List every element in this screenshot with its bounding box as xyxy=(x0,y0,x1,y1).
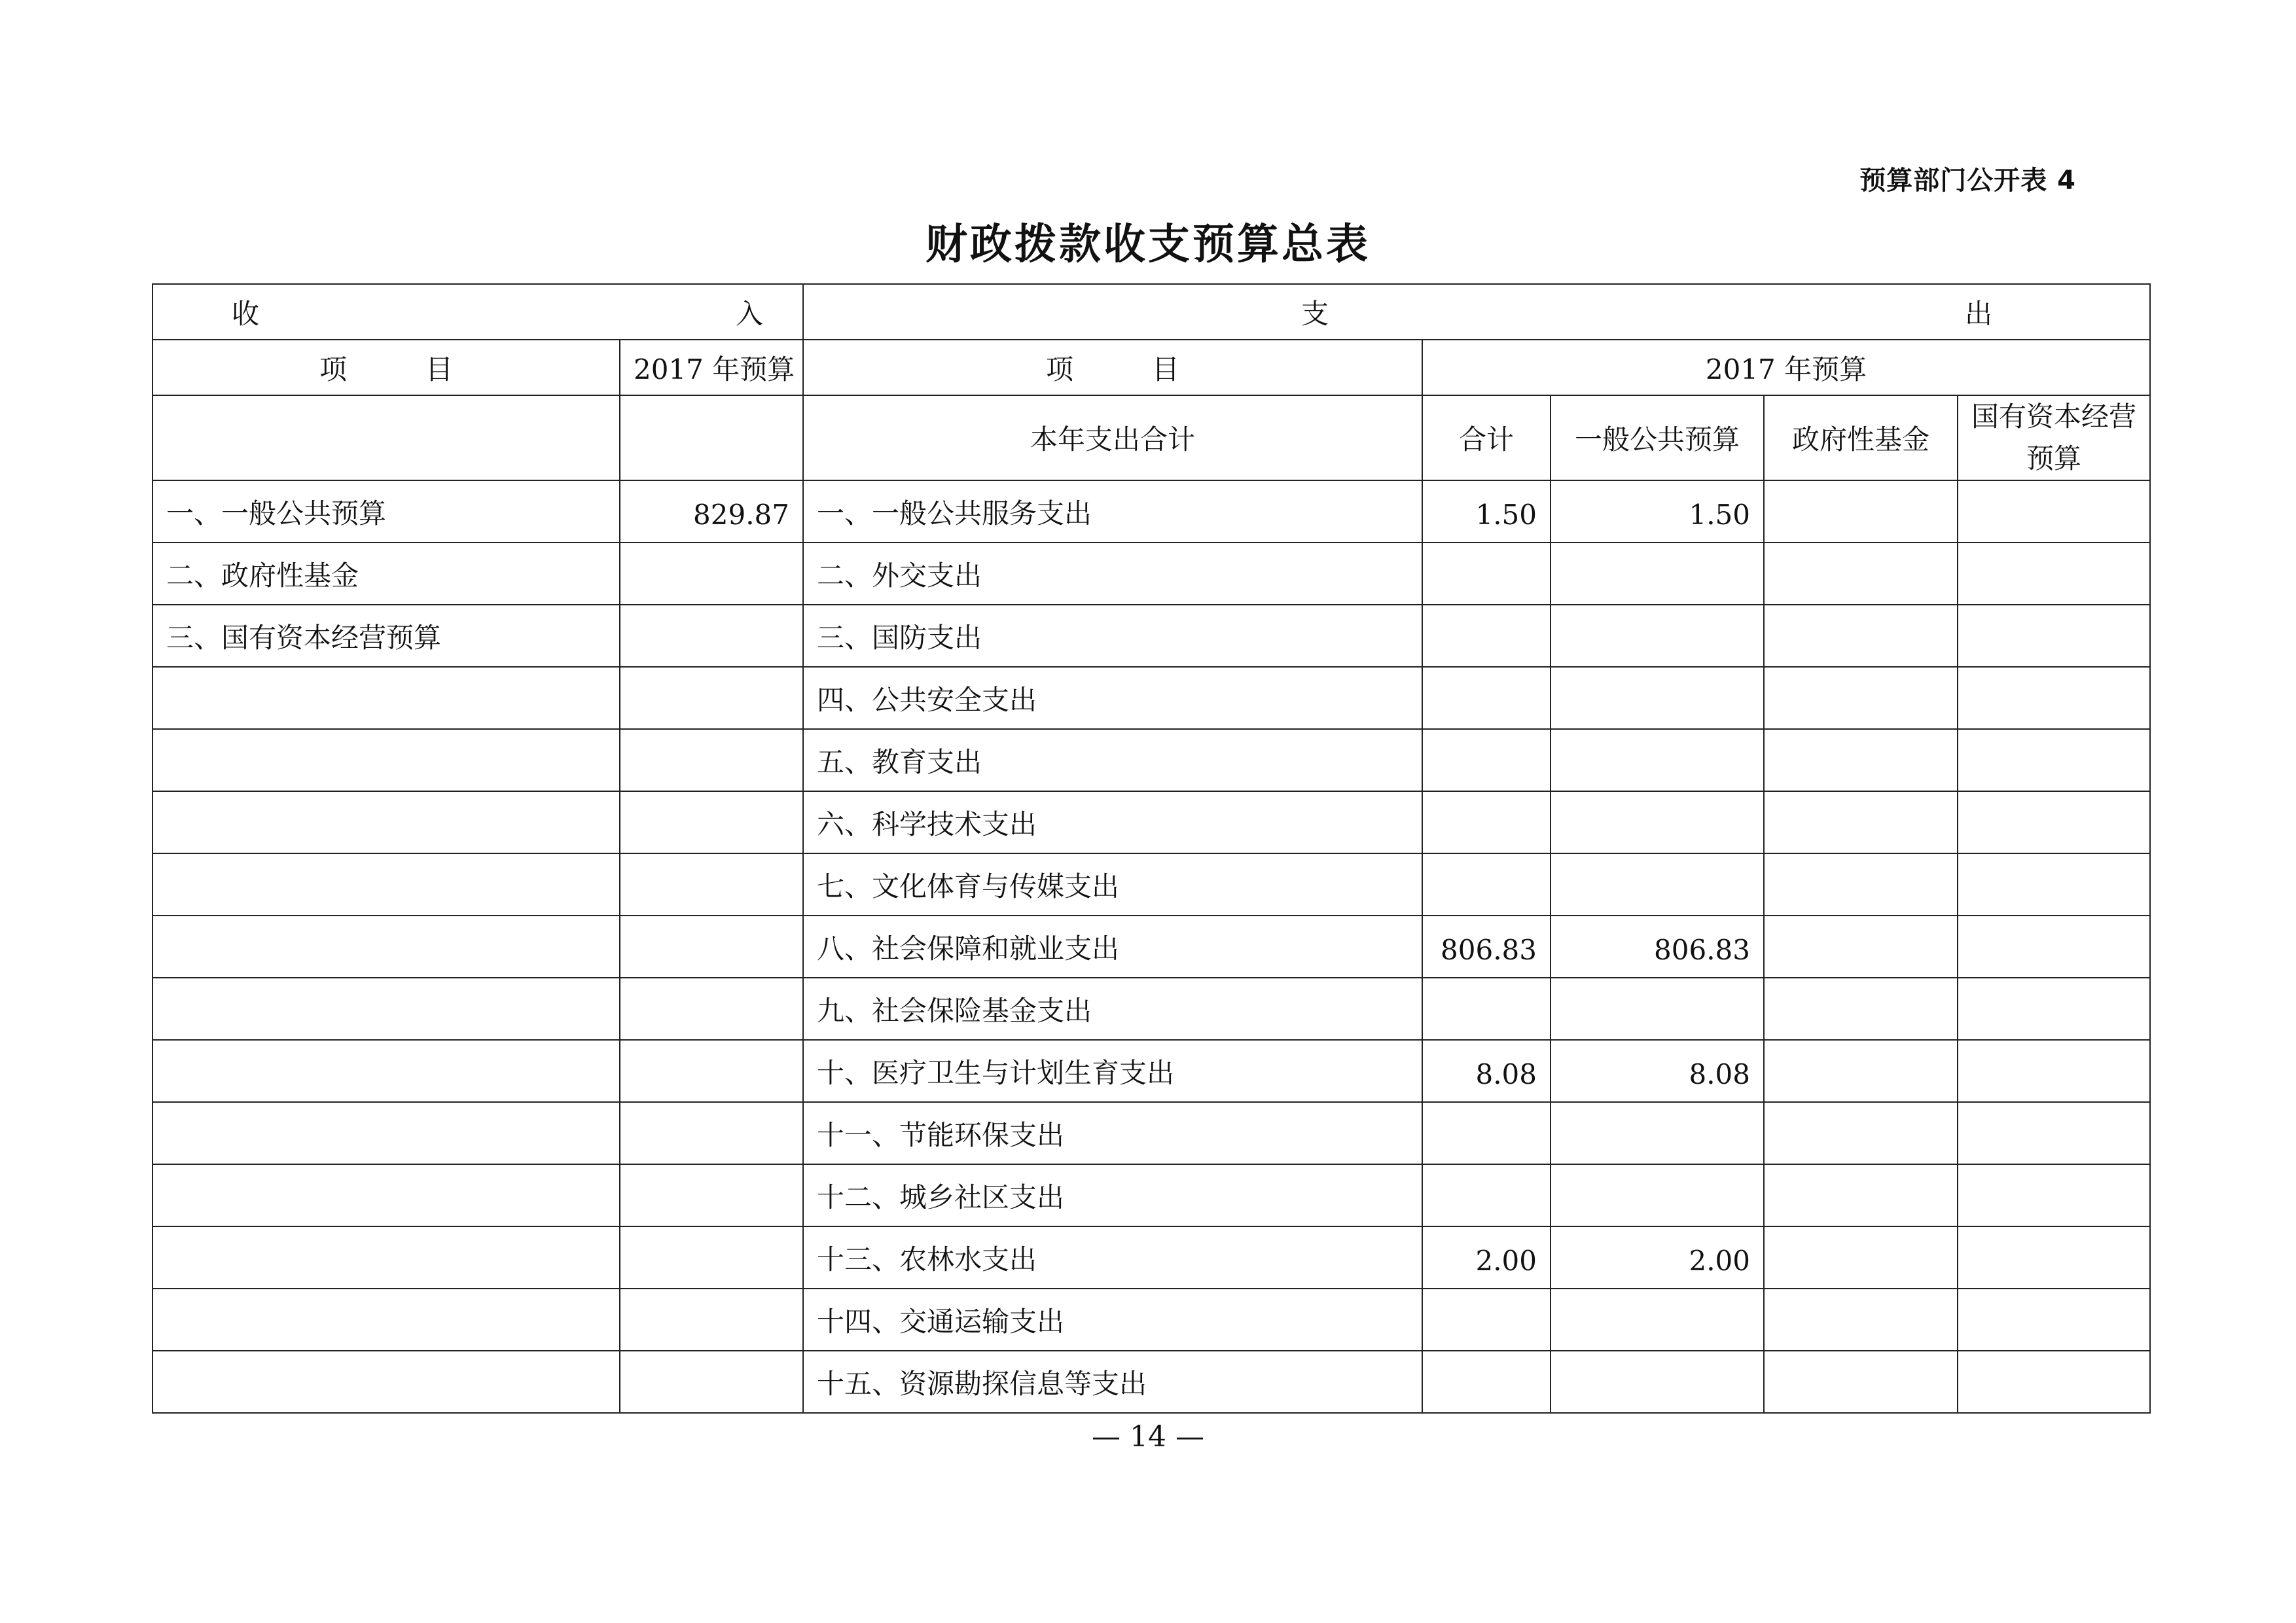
government-fund-column-header: 政府性基金 xyxy=(1764,395,1958,480)
expense-item-cell: 一、一般公共服务支出 xyxy=(803,480,1422,543)
state-capital-cell xyxy=(1958,605,2150,667)
income-amount-cell xyxy=(620,543,803,605)
total-cell xyxy=(1422,1351,1551,1413)
total-column-header: 合计 xyxy=(1422,395,1551,480)
table-row xyxy=(152,667,2150,729)
header-row-subcolumns xyxy=(152,395,2150,480)
income-item-cell xyxy=(152,1289,620,1351)
state-capital-cell xyxy=(1958,1351,2150,1413)
income-item-cell: 一、一般公共预算 xyxy=(152,480,620,543)
expense-header-char-2: 出 xyxy=(1965,297,1993,330)
total-cell xyxy=(1422,853,1551,916)
expense-item-cell: 十二、城乡社区支出 xyxy=(803,1164,1422,1226)
general-budget-cell: 2.00 xyxy=(1551,1226,1764,1289)
table-row xyxy=(152,729,2150,791)
income-amount-cell xyxy=(620,978,803,1040)
income-item-cell xyxy=(152,1351,620,1413)
government-fund-cell xyxy=(1764,1226,1958,1289)
state-capital-column-header: 国有资本经营预算 xyxy=(1958,395,2150,480)
income-item-cell xyxy=(152,916,620,978)
expense-header-char-1: 支 xyxy=(1301,297,1329,330)
expense-item-cell: 十、医疗卫生与计划生育支出 xyxy=(803,1040,1422,1102)
expense-item-cell: 八、社会保障和就业支出 xyxy=(803,916,1422,978)
government-fund-cell xyxy=(1764,1164,1958,1226)
general-budget-cell xyxy=(1551,1164,1764,1226)
general-budget-cell xyxy=(1551,667,1764,729)
income-amount-cell xyxy=(620,791,803,853)
table-row xyxy=(152,480,2150,543)
general-budget-column-header: 一般公共预算 xyxy=(1551,395,1764,480)
expense-item-cell: 六、科学技术支出 xyxy=(803,791,1422,853)
government-fund-cell xyxy=(1764,1040,1958,1102)
income-item-cell xyxy=(152,1040,620,1102)
general-budget-cell xyxy=(1551,791,1764,853)
table-row xyxy=(152,853,2150,916)
general-budget-cell xyxy=(1551,729,1764,791)
item-header-char-1: 项 xyxy=(319,353,347,385)
state-capital-cell xyxy=(1958,543,2150,605)
state-capital-cell xyxy=(1958,1040,2150,1102)
expense-item-header xyxy=(803,340,1422,395)
income-amount-cell xyxy=(620,605,803,667)
state-capital-cell xyxy=(1958,1102,2150,1164)
total-cell xyxy=(1422,1102,1551,1164)
expense-item-cell: 九、社会保险基金支出 xyxy=(803,978,1422,1040)
income-item-cell: 三、国有资本经营预算 xyxy=(152,605,620,667)
total-cell xyxy=(1422,978,1551,1040)
expense-item-cell: 十三、农林水支出 xyxy=(803,1226,1422,1289)
income-amount-cell xyxy=(620,1351,803,1413)
general-budget-cell xyxy=(1551,605,1764,667)
expense-section-header xyxy=(803,284,2150,340)
government-fund-cell xyxy=(1764,1351,1958,1413)
total-cell: 2.00 xyxy=(1422,1226,1551,1289)
table-row xyxy=(152,1351,2150,1413)
table-row xyxy=(152,1289,2150,1351)
total-cell xyxy=(1422,791,1551,853)
income-section-header xyxy=(152,284,803,340)
total-cell: 8.08 xyxy=(1422,1040,1551,1102)
state-capital-cell xyxy=(1958,853,2150,916)
income-amount-cell xyxy=(620,1164,803,1226)
general-budget-cell: 806.83 xyxy=(1551,916,1764,978)
income-amount-cell xyxy=(620,1040,803,1102)
state-capital-cell xyxy=(1958,916,2150,978)
government-fund-cell xyxy=(1764,853,1958,916)
income-item-cell xyxy=(152,1226,620,1289)
expense-item-cell: 十四、交通运输支出 xyxy=(803,1289,1422,1351)
state-capital-cell xyxy=(1958,1226,2150,1289)
general-budget-cell: 8.08 xyxy=(1551,1040,1764,1102)
government-fund-cell xyxy=(1764,916,1958,978)
income-item-cell xyxy=(152,729,620,791)
government-fund-cell xyxy=(1764,1289,1958,1351)
income-item-cell xyxy=(152,853,620,916)
expense-item-cell: 四、公共安全支出 xyxy=(803,667,1422,729)
table-row xyxy=(152,791,2150,853)
income-item-cell xyxy=(152,667,620,729)
general-budget-cell xyxy=(1551,978,1764,1040)
state-capital-cell xyxy=(1958,1164,2150,1226)
table-body xyxy=(152,480,2150,1413)
expense-item-cell: 七、文化体育与传媒支出 xyxy=(803,853,1422,916)
page-title: 财政拨款收支预算总表 xyxy=(925,221,1371,269)
state-capital-cell xyxy=(1958,667,2150,729)
expense-item-cell: 五、教育支出 xyxy=(803,729,1422,791)
expense-item-cell: 十一、节能环保支出 xyxy=(803,1102,1422,1164)
total-cell xyxy=(1422,1164,1551,1226)
expense-budget-header: 2017 年预算 xyxy=(1422,340,2150,395)
income-header-char-1: 收 xyxy=(232,297,260,330)
government-fund-cell xyxy=(1764,605,1958,667)
general-budget-cell xyxy=(1551,853,1764,916)
income-item-cell xyxy=(152,1102,620,1164)
income-amount-cell xyxy=(620,1226,803,1289)
government-fund-cell xyxy=(1764,978,1958,1040)
expense-item-cell: 三、国防支出 xyxy=(803,605,1422,667)
table-row xyxy=(152,1164,2150,1226)
state-capital-cell xyxy=(1958,480,2150,543)
total-cell xyxy=(1422,729,1551,791)
empty-cell xyxy=(620,395,803,480)
income-header-char-2: 入 xyxy=(735,297,763,330)
table-row xyxy=(152,543,2150,605)
total-cell xyxy=(1422,1289,1551,1351)
document-tag: 预算部门公开表 4 xyxy=(1859,166,2076,196)
total-cell xyxy=(1422,543,1551,605)
income-amount-cell xyxy=(620,729,803,791)
government-fund-cell xyxy=(1764,480,1958,543)
header-row-columns xyxy=(152,340,2150,395)
table-row xyxy=(152,1040,2150,1102)
income-amount-cell xyxy=(620,916,803,978)
table-row xyxy=(152,978,2150,1040)
income-amount-cell xyxy=(620,667,803,729)
item-header-char-2: 目 xyxy=(425,353,454,385)
total-cell xyxy=(1422,605,1551,667)
item-header-char-2: 目 xyxy=(1152,353,1180,385)
total-cell xyxy=(1422,667,1551,729)
general-budget-cell xyxy=(1551,1289,1764,1351)
government-fund-cell xyxy=(1764,667,1958,729)
income-budget-header: 2017 年预算 xyxy=(620,340,803,395)
expense-item-cell: 十五、资源勘探信息等支出 xyxy=(803,1351,1422,1413)
state-capital-cell xyxy=(1958,791,2150,853)
government-fund-cell xyxy=(1764,543,1958,605)
income-amount-cell xyxy=(620,1289,803,1351)
income-item-cell: 二、政府性基金 xyxy=(152,543,620,605)
state-capital-cell xyxy=(1958,1289,2150,1351)
table-row xyxy=(152,1226,2150,1289)
government-fund-cell xyxy=(1764,1102,1958,1164)
empty-cell xyxy=(152,395,620,480)
page-number: — 14 — xyxy=(1092,1420,1204,1454)
total-cell: 1.50 xyxy=(1422,480,1551,543)
table-row xyxy=(152,605,2150,667)
income-amount-cell: 829.87 xyxy=(620,480,803,543)
annual-total-header: 本年支出合计 xyxy=(803,395,1422,480)
income-item-header xyxy=(152,340,620,395)
government-fund-cell xyxy=(1764,791,1958,853)
table-row xyxy=(152,1102,2150,1164)
general-budget-cell xyxy=(1551,543,1764,605)
state-capital-cell xyxy=(1958,729,2150,791)
state-capital-cell xyxy=(1958,978,2150,1040)
general-budget-cell xyxy=(1551,1351,1764,1413)
general-budget-cell: 1.50 xyxy=(1551,480,1764,543)
expense-item-cell: 二、外交支出 xyxy=(803,543,1422,605)
government-fund-cell xyxy=(1764,729,1958,791)
income-item-cell xyxy=(152,978,620,1040)
income-amount-cell xyxy=(620,853,803,916)
budget-table xyxy=(152,283,2151,1414)
income-item-cell xyxy=(152,791,620,853)
income-item-cell xyxy=(152,1164,620,1226)
income-amount-cell xyxy=(620,1102,803,1164)
table-row xyxy=(152,916,2150,978)
header-row-section xyxy=(152,284,2150,340)
total-cell: 806.83 xyxy=(1422,916,1551,978)
item-header-char-1: 项 xyxy=(1045,353,1073,385)
general-budget-cell xyxy=(1551,1102,1764,1164)
